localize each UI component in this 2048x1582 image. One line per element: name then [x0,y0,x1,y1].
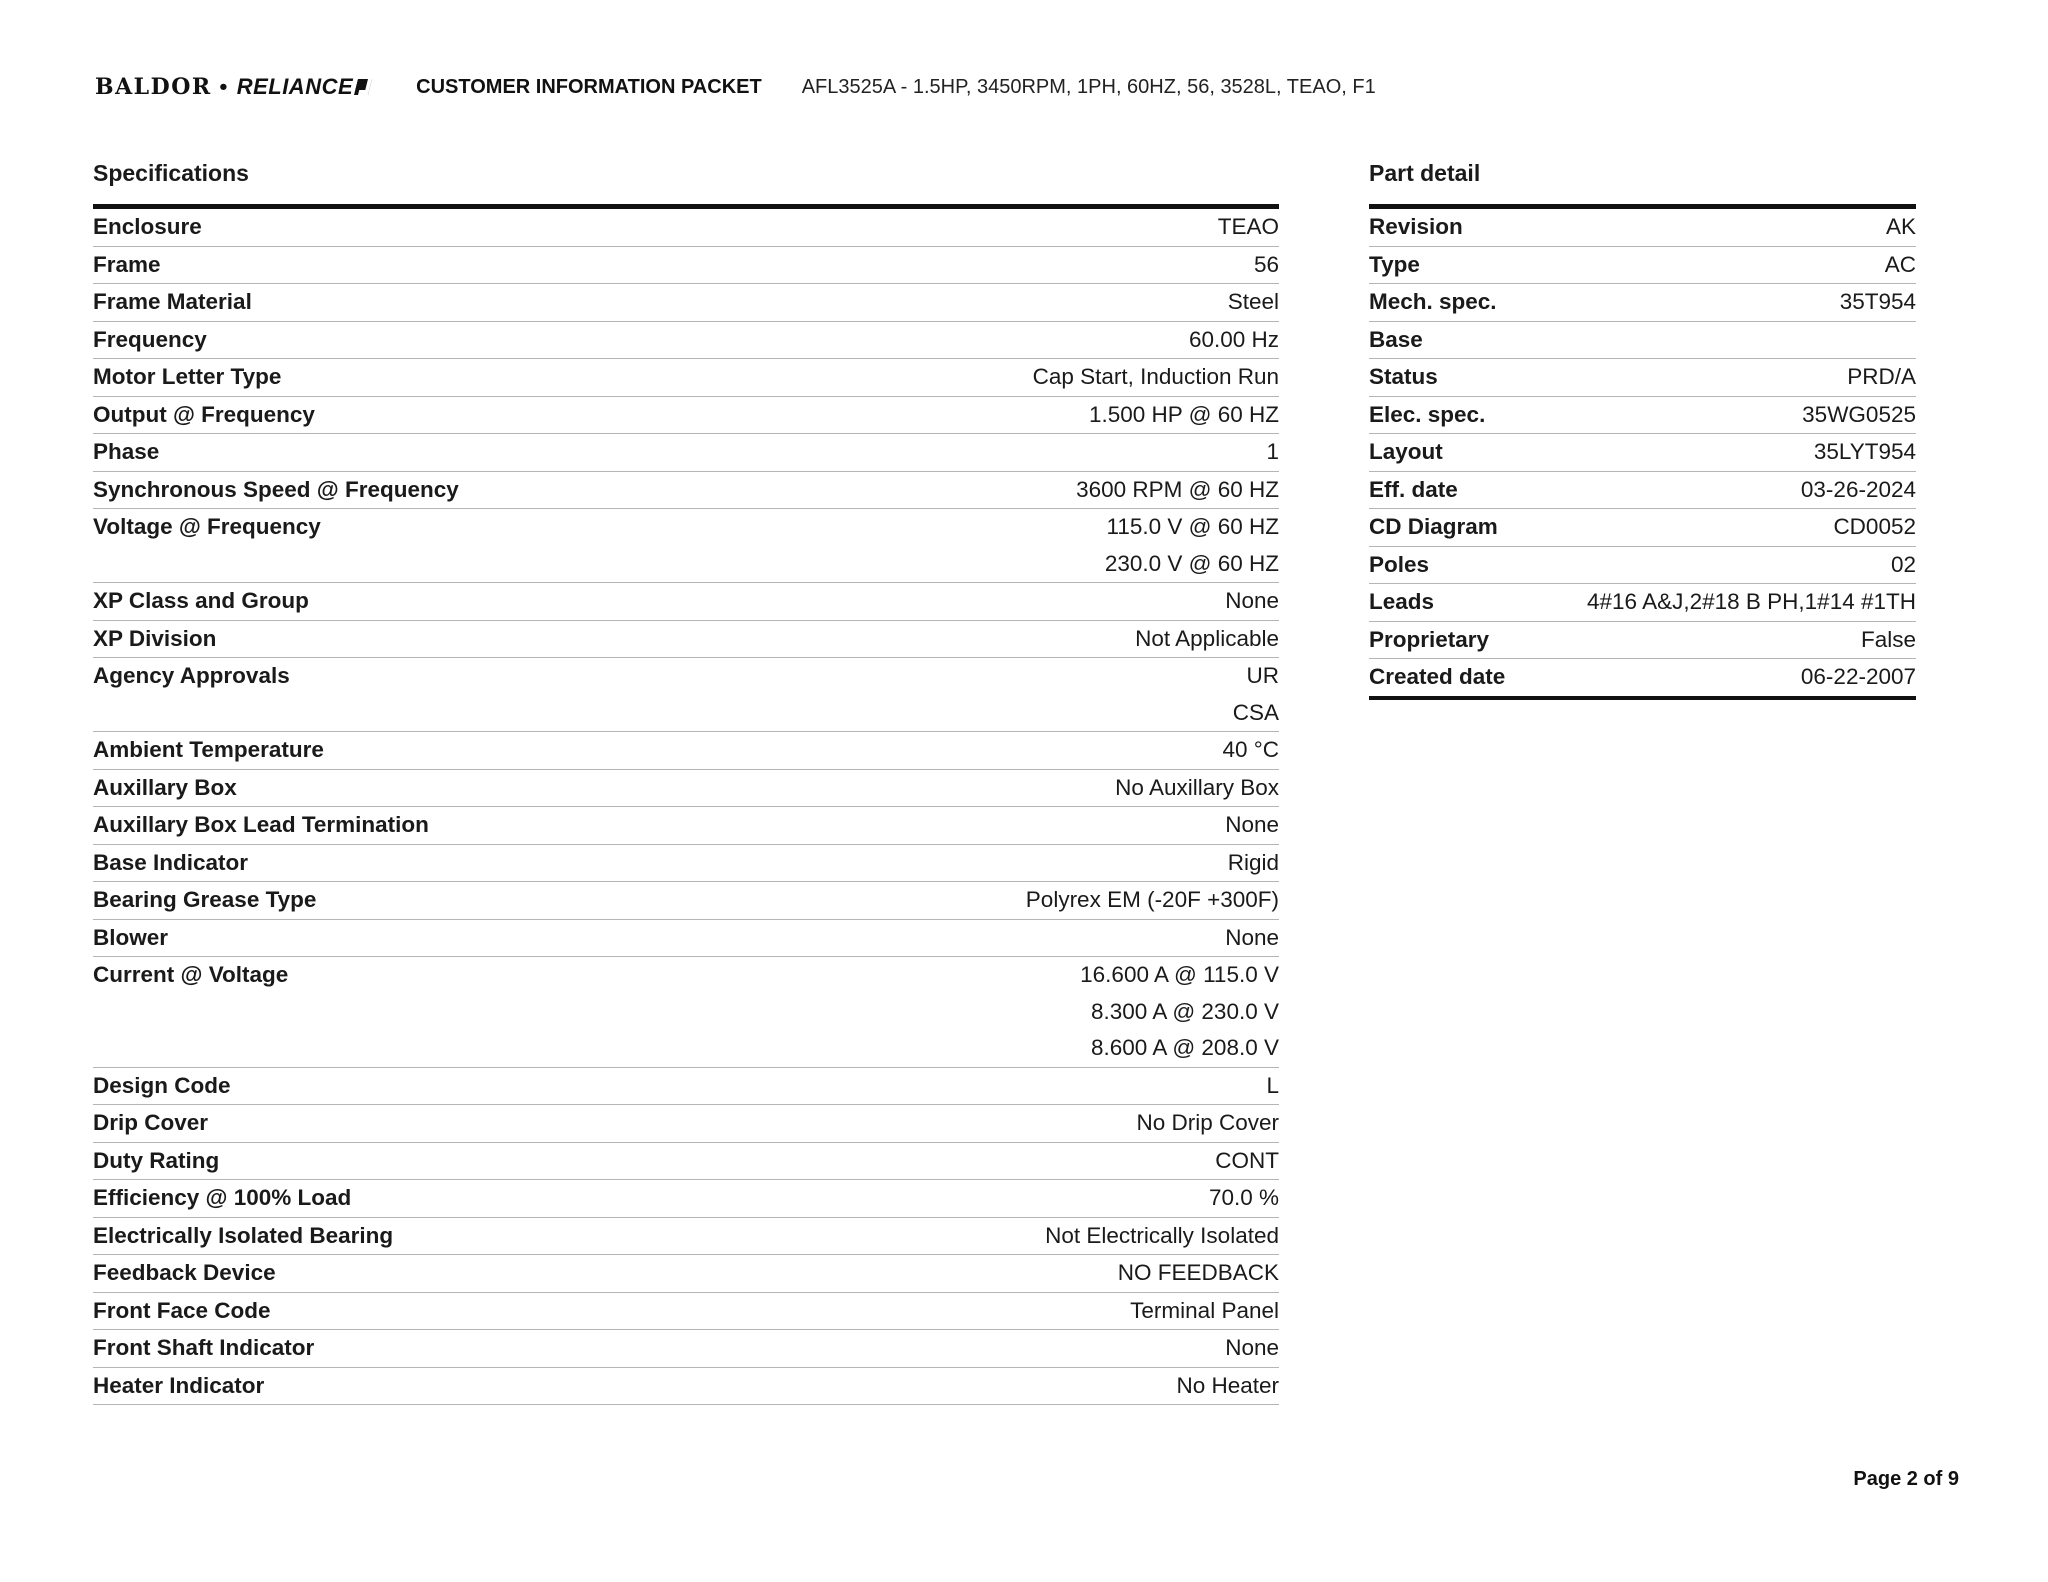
spec-row [93,209,1279,246]
spec-row [93,471,1279,509]
spec-row [93,1255,1279,1293]
part-detail-row [1369,359,1916,397]
spec-value [794,359,1279,397]
spec-value [794,509,1279,583]
spec-value-line: 115.0 V @ 60 HZ [1106,514,1279,539]
part-detail-label-text: Leads [1369,589,1435,614]
part-detail-label [1369,584,1529,622]
part-detail-value-text: 35LYT954 [1813,439,1916,464]
spec-value-line: TEAO [1217,214,1279,239]
spec-label-text: Front Face Code [93,1297,271,1323]
spec-row [93,1330,1279,1368]
spec-label-text: Frame [93,251,161,277]
spec-value [794,1105,1279,1143]
spec-value [794,396,1279,434]
spec-value [794,321,1279,359]
spec-label [93,396,794,434]
spec-label [93,321,794,359]
spec-value [794,246,1279,284]
spec-label-text: Design Code [93,1072,231,1098]
part-detail-row [1369,621,1916,659]
part-detail-label [1369,209,1529,246]
part-detail-value-text: AC [1884,251,1916,277]
spec-row [93,732,1279,770]
spec-label [93,509,794,583]
spec-row [93,620,1279,658]
spec-value-line: 70.0 % [1208,1185,1279,1210]
part-detail-value [1529,621,1916,659]
spec-label [93,1255,794,1293]
spec-row [93,1142,1279,1180]
spec-label-text: Enclosure [93,214,202,239]
part-detail-value [1529,584,1916,622]
spec-label-text: Duty Rating [93,1147,220,1173]
spec-label-text: Feedback Device [93,1260,276,1285]
part-detail-value-text: 4#16 A&J,2#18 B PH,1#14 #1TH [1587,589,1916,614]
part-detail-section [1369,156,1916,700]
spec-value-line: UR [1246,663,1279,688]
spec-row [93,1217,1279,1255]
spec-label [93,1180,794,1218]
spec-label [93,434,794,472]
part-detail-row [1369,321,1916,359]
spec-value [794,1142,1279,1180]
spec-value-line: 3600 RPM @ 60 HZ [1076,476,1279,502]
spec-value [794,844,1279,882]
part-detail-label [1369,659,1529,698]
part-detail-label [1369,434,1529,472]
spec-label-text: Efficiency @ 100% Load [93,1185,352,1210]
spec-value [794,209,1279,246]
part-detail-value [1529,509,1916,547]
spec-label-text: Electrically Isolated Bearing [93,1222,394,1248]
spec-label-text: Motor Letter Type [93,364,282,389]
spec-label-text: Synchronous Speed @ Frequency [93,476,459,502]
spec-value-line: CSA [1232,699,1279,725]
spec-value-line: 8.600 A @ 208.0 V [1091,1035,1279,1060]
spec-value-line: 56 [1253,251,1279,277]
spec-value [794,1330,1279,1368]
spec-value [794,284,1279,322]
spec-value [794,807,1279,845]
spec-label-text: Heater Indicator [93,1372,265,1398]
spec-row [93,509,1279,583]
spec-label-text: Agency Approvals [93,663,290,688]
logo-baldor-text: BALDOR [95,74,212,100]
spec-label-text: Phase [93,439,160,464]
part-detail-value-text: CD0052 [1833,514,1916,539]
spec-label [93,209,794,246]
part-detail-label [1369,246,1529,284]
spec-label [93,732,794,770]
spec-label [93,769,794,807]
spec-value-line: None [1225,1335,1279,1360]
part-detail-row [1369,284,1916,322]
spec-label [93,957,794,1068]
spec-row [93,434,1279,472]
spec-row [93,396,1279,434]
spec-value-line: CONT [1215,1147,1279,1173]
part-detail-row [1369,471,1916,509]
spec-value-line: 230.0 V @ 60 HZ [1104,550,1279,576]
spec-value [794,1180,1279,1218]
spec-label [93,1330,794,1368]
spec-label-text: XP Class and Group [93,588,309,613]
part-detail-value [1529,546,1916,584]
spec-label [93,1217,794,1255]
part-detail-value-text: False [1860,626,1916,652]
spec-value-line: 60.00 Hz [1188,326,1279,352]
spec-value [794,957,1279,1068]
spec-row [93,844,1279,882]
spec-value [794,1255,1279,1293]
part-detail-label [1369,471,1529,509]
spec-row [93,321,1279,359]
spec-value-line: Cap Start, Induction Run [1032,364,1279,389]
part-detail-value-text: 03-26-2024 [1800,476,1916,502]
spec-label [93,1105,794,1143]
spec-row [93,807,1279,845]
spec-value [794,1367,1279,1405]
spec-label [93,246,794,284]
spec-label-text: Ambient Temperature [93,737,324,762]
spec-value-line: Steel [1227,289,1279,314]
spec-value-line: None [1225,812,1279,837]
part-detail-value [1529,471,1916,509]
part-detail-value [1529,246,1916,284]
spec-label [93,919,794,957]
spec-value-line: Terminal Panel [1130,1297,1279,1323]
part-detail-label-text: Elec. spec. [1369,401,1486,427]
spec-label-text: Output @ Frequency [93,401,315,427]
spec-value [794,434,1279,472]
specifications-table [93,209,1279,1405]
part-detail-value-text: AK [1885,214,1916,239]
part-detail-label-text: Type [1369,251,1420,277]
part-detail-label-text: Base [1369,326,1423,352]
spec-label-text: Frame Material [93,289,252,314]
part-detail-label [1369,284,1529,322]
spec-label-text: Voltage @ Frequency [93,514,321,539]
part-detail-value-text: PRD/A [1847,364,1916,389]
spec-row [93,1067,1279,1105]
spec-label [93,882,794,920]
part-detail-label-text: Proprietary [1369,626,1490,652]
part-detail-label [1369,509,1529,547]
spec-row [93,882,1279,920]
logo-reliance-text: RELIANCE [236,74,354,99]
part-detail-value-text [1529,322,1916,359]
spec-row [93,583,1279,621]
spec-label [93,620,794,658]
spec-value-line: Polyrex EM (-20F +300F) [1025,887,1279,912]
part-detail-row [1369,434,1916,472]
spec-label [93,1367,794,1405]
part-detail-value [1529,284,1916,322]
part-detail-value-text: 35WG0525 [1802,401,1916,427]
spec-label [93,471,794,509]
document-header [95,72,1376,102]
logo-dot: • [217,76,231,98]
part-detail-row [1369,546,1916,584]
spec-value-line: 40 °C [1222,737,1279,762]
spec-label-text: Blower [93,924,169,950]
spec-label-text: Drip Cover [93,1110,209,1135]
part-detail-label-text: Status [1369,364,1438,389]
part-detail-label-text: Eff. date [1369,476,1458,502]
spec-row [93,957,1279,1068]
spec-value-line: 8.300 A @ 230.0 V [1091,998,1279,1024]
spec-value [794,769,1279,807]
spec-value [794,471,1279,509]
spec-value-line: No Auxillary Box [1115,774,1279,800]
spec-value [794,882,1279,920]
part-detail-heading: Part detail [1369,160,1481,186]
part-detail-value [1529,321,1916,359]
spec-row [93,1105,1279,1143]
spec-value-line: Not Applicable [1135,625,1279,651]
part-detail-label [1369,546,1529,584]
spec-value-line: NO FEEDBACK [1117,1260,1279,1285]
part-detail-table [1369,209,1916,700]
spec-row [93,658,1279,732]
part-detail-row [1369,246,1916,284]
spec-row [93,359,1279,397]
packet-title: CUSTOMER INFORMATION PACKET [416,75,762,98]
part-detail-row [1369,509,1916,547]
specifications-heading: Specifications [93,160,249,186]
part-detail-label-text: Mech. spec. [1369,289,1497,314]
spec-value [794,658,1279,732]
spec-label [93,1142,794,1180]
logo-mark-icon [354,79,372,95]
spec-row [93,1292,1279,1330]
spec-row [93,284,1279,322]
spec-row [93,1367,1279,1405]
page-number: Page 2 of 9 [1853,1468,1959,1490]
part-detail-label-text: Created date [1369,664,1506,689]
spec-label [93,284,794,322]
spec-label [93,583,794,621]
spec-value-line: L [1266,1072,1279,1098]
spec-value [794,583,1279,621]
spec-row [93,246,1279,284]
spec-value-line: Not Electrically Isolated [1045,1222,1279,1248]
spec-value-line: 1.500 HP @ 60 HZ [1088,401,1279,427]
spec-value [794,919,1279,957]
spec-label [93,359,794,397]
part-detail-value-text: 35T954 [1839,289,1916,314]
spec-label [93,1292,794,1330]
spec-value [794,1067,1279,1105]
spec-label [93,844,794,882]
spec-value-line: No Heater [1176,1372,1279,1398]
spec-value-line: No Drip Cover [1136,1110,1279,1135]
spec-label-text: Base Indicator [93,849,249,875]
part-detail-label-text: Revision [1369,214,1463,239]
spec-label [93,658,794,732]
spec-label-text: Bearing Grease Type [93,887,317,912]
part-detail-value-text: 02 [1890,551,1916,577]
spec-label [93,807,794,845]
spec-value [794,732,1279,770]
spec-value-line: None [1225,588,1279,613]
part-detail-label [1369,321,1529,359]
part-detail-value [1529,209,1916,246]
spec-value [794,1217,1279,1255]
part-detail-value-text: 06-22-2007 [1800,664,1916,689]
spec-value-line: 16.600 A @ 115.0 V [1080,962,1279,987]
model-description: AFL3525A - 1.5HP, 3450RPM, 1PH, 60HZ, 56, 3528L, TEAO, F1 [801,75,1376,98]
spec-value [794,620,1279,658]
part-detail-label [1369,396,1529,434]
part-detail-value [1529,434,1916,472]
part-detail-label [1369,359,1529,397]
spec-label-text: Frequency [93,326,207,352]
spec-value-line: Rigid [1227,849,1279,875]
part-detail-row [1369,396,1916,434]
baldor-reliance-logo [95,74,370,100]
spec-value-line: None [1225,924,1279,950]
spec-value [794,1292,1279,1330]
part-detail-label-text: Poles [1369,551,1430,577]
part-detail-value [1529,659,1916,698]
part-detail-label-text: Layout [1369,439,1443,464]
part-detail-row [1369,584,1916,622]
part-detail-label [1369,621,1529,659]
spec-value-line: 1 [1266,439,1279,464]
spec-label-text: XP Division [93,625,217,651]
spec-label-text: Auxillary Box [93,774,237,800]
specifications-section [93,156,1279,1405]
spec-label-text: Current @ Voltage [93,962,289,987]
part-detail-label-text: CD Diagram [1369,514,1498,539]
spec-row [93,919,1279,957]
spec-label-text: Auxillary Box Lead Termination [93,812,429,837]
part-detail-value [1529,396,1916,434]
part-detail-value [1529,359,1916,397]
spec-label-text: Front Shaft Indicator [93,1335,315,1360]
part-detail-row [1369,209,1916,246]
spec-row [93,769,1279,807]
spec-label [93,1067,794,1105]
part-detail-row [1369,659,1916,698]
spec-row [93,1180,1279,1218]
